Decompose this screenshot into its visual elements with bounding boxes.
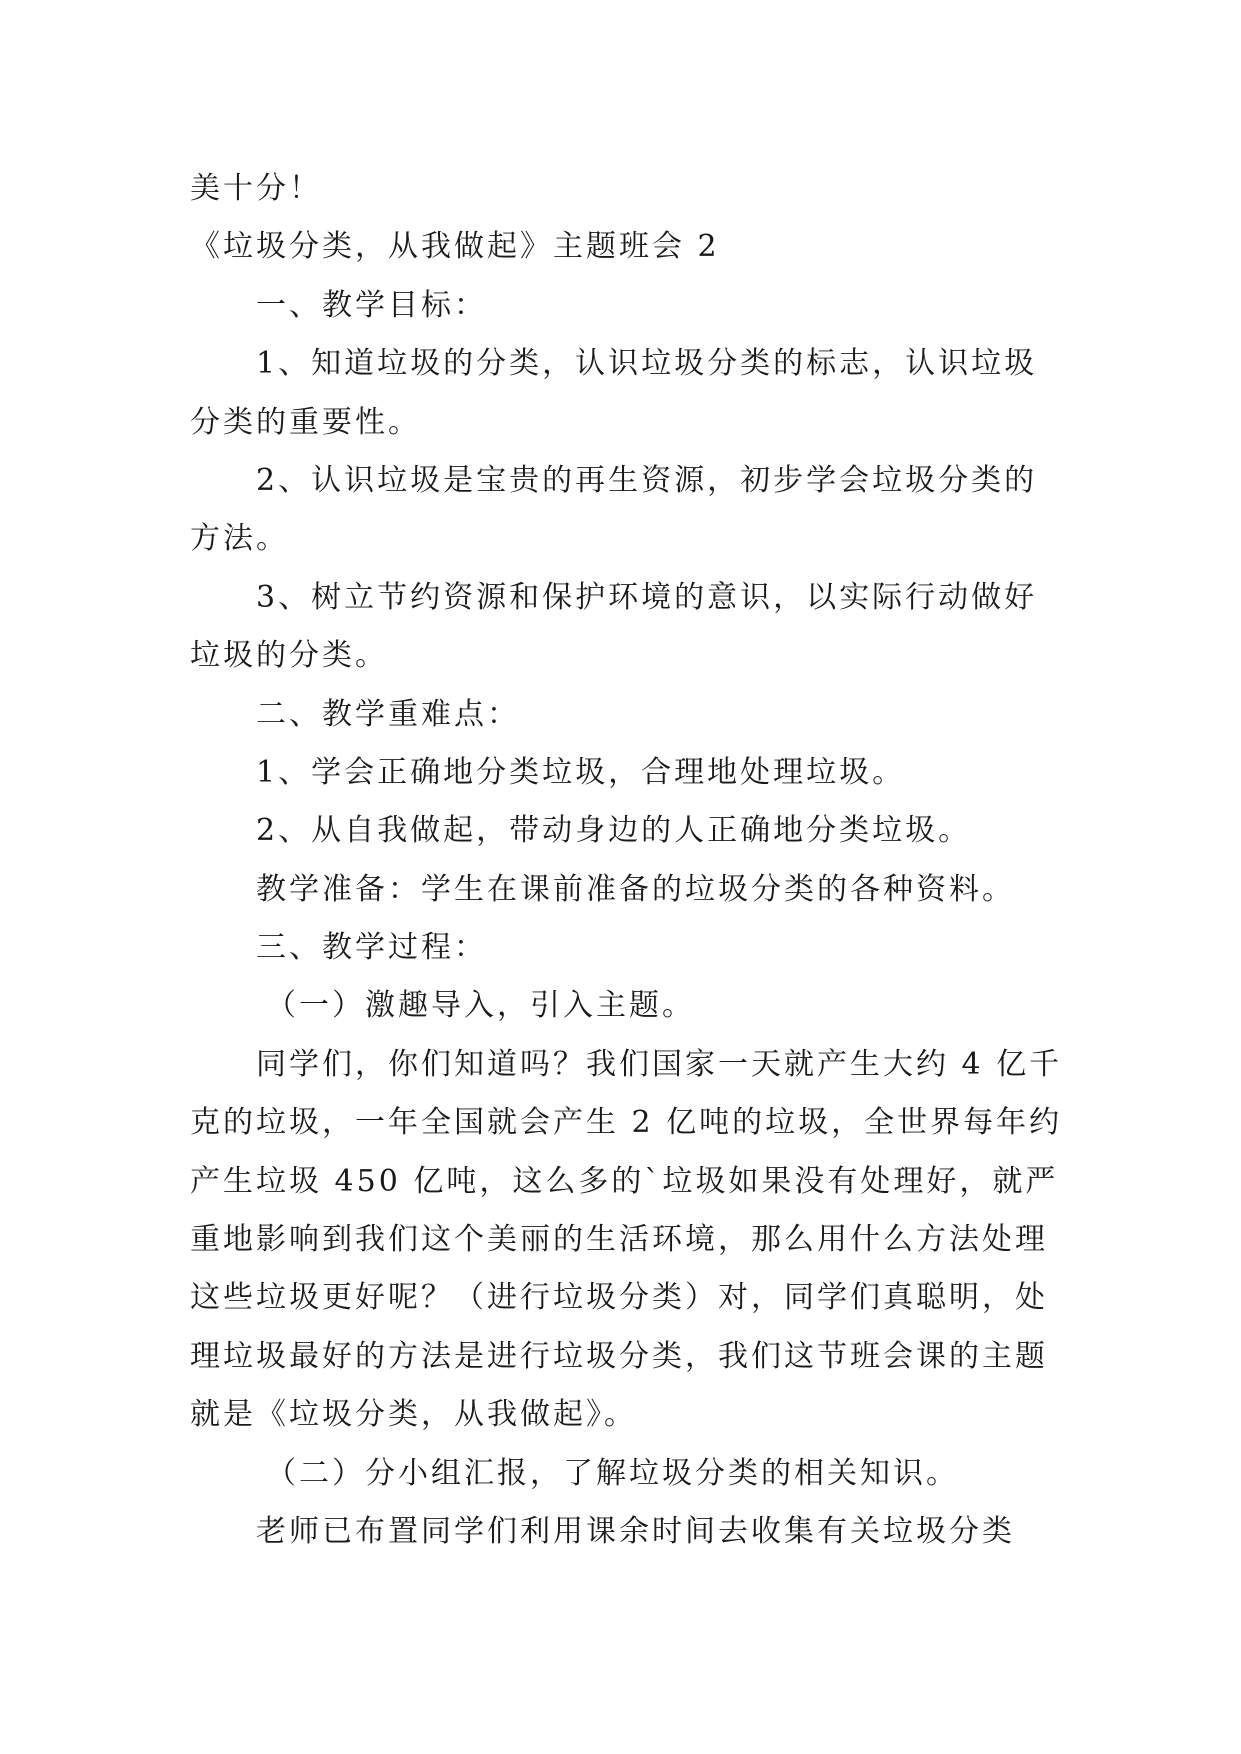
text-line: 克的垃圾，一年全国就会产生 2 亿吨的垃圾，全世界每年约: [190, 1105, 1063, 1141]
subheading-intro: （一）激趣导入，引入主题。: [266, 988, 695, 1024]
text-line: 2、认识垃圾是宝贵的再生资源，初步学会垃圾分类的: [256, 462, 1038, 498]
document-body: [190, 160, 1063, 1561]
text-line: 3、树立节约资源和保护环境的意识，以实际行动做好: [256, 579, 1038, 615]
text-line: 就是《垃圾分类，从我做起》。: [190, 1397, 637, 1433]
text-line: 产生垃圾 450 亿吨，这么多的`垃圾如果没有处理好，就严: [190, 1163, 1059, 1199]
text-line: 分类的重要性。: [190, 404, 421, 440]
text-line: 美十分！: [190, 171, 322, 206]
text-line: 2、从自我做起，带动身边的人正确地分类垃圾。: [256, 813, 972, 849]
text-line: 老师已布置同学们利用课余时间去收集有关垃圾分类: [256, 1513, 1015, 1549]
subheading-group-report: （二）分小组汇报，了解垃圾分类的相关知识。: [266, 1455, 959, 1491]
text-line: 理垃圾最好的方法是进行垃圾分类，我们这节班会课的主题: [190, 1338, 1048, 1374]
heading-teaching-goals: 一、教学目标：: [256, 287, 487, 323]
text-line: 这些垃圾更好呢？（进行垃圾分类）对，同学们真聪明，处: [190, 1280, 1048, 1316]
text-line: 1、学会正确地分类垃圾，合理地处理垃圾。: [256, 754, 906, 790]
heading-key-points: 二、教学重难点：: [256, 696, 520, 732]
text-line: 同学们，你们知道吗？我们国家一天就产生大约 4 亿千: [256, 1046, 1063, 1082]
text-line: 1、知道垃圾的分类，认识垃圾分类的标志，认识垃圾: [256, 346, 1038, 382]
text-line: 垃圾的分类。: [190, 638, 388, 674]
text-line: 方法。: [190, 521, 289, 557]
heading-teaching-process: 三、教学过程：: [256, 930, 487, 966]
text-line: 重地影响到我们这个美丽的生活环境，那么用什么方法处理: [190, 1222, 1048, 1258]
section-title: 《垃圾分类，从我做起》主题班会 2: [190, 229, 720, 265]
text-line: 教学准备：学生在课前准备的垃圾分类的各种资料。: [256, 871, 1015, 907]
